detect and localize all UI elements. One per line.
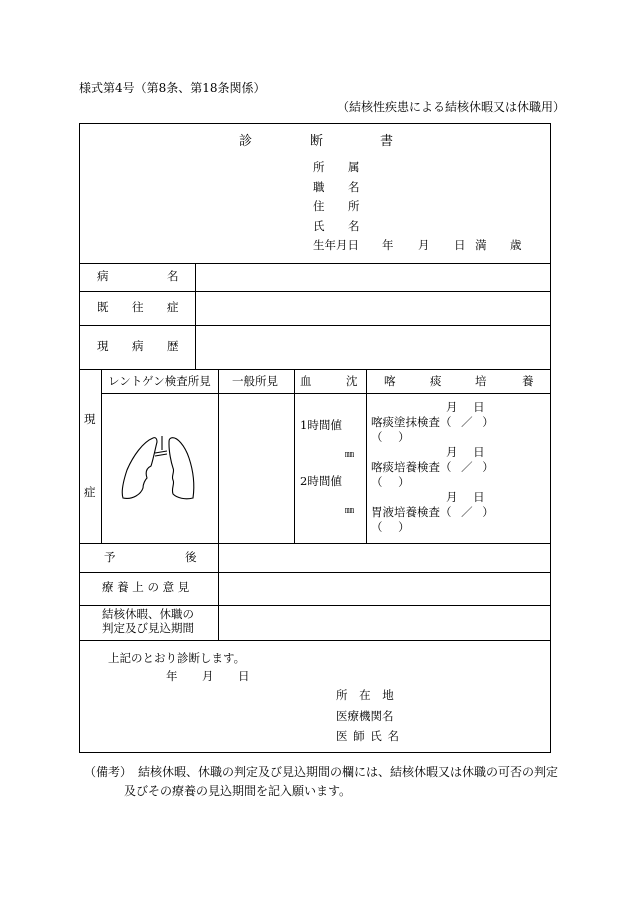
sputum-header-4: 養 — [522, 374, 534, 388]
leave-judgement-label-1: 結核休暇、休職の — [102, 607, 194, 621]
age-unit: 歳 — [510, 238, 522, 252]
sputum-header-2: 痰 — [430, 374, 442, 388]
birth-day-age: 日 満 — [454, 238, 487, 252]
present-history-label-2: 病 — [132, 339, 144, 353]
present-history-label-1: 現 — [97, 339, 109, 353]
birth-year: 年 — [382, 238, 394, 252]
test-2-date: 月 日 — [446, 445, 485, 459]
test-3-name: 胃液培養検査（ ／ ） — [371, 505, 494, 519]
esr-header-1: 血 — [300, 374, 312, 388]
form-number: 様式第4号（第8条、第18条関係） — [79, 81, 266, 95]
name-label-1: 氏 — [313, 219, 325, 233]
address-label-2: 所 — [348, 199, 360, 213]
test-1-result: （ ） — [371, 430, 410, 444]
notes-line-2: 及びその療養の見込期間を記入願います。 — [124, 784, 352, 798]
title-char-1: 診 — [239, 134, 253, 149]
cert-institution: 医療機関名 — [336, 709, 394, 723]
certification-statement: 上記のとおり診断します。 — [108, 651, 246, 665]
esr-header-2: 沈 — [346, 374, 358, 388]
disease-name-label-1: 病 — [97, 269, 109, 283]
treatment-opinion-label: 療 養 上 の 意 見 — [102, 580, 190, 594]
title-char-2: 断 — [310, 134, 324, 149]
test-1-name: 喀痰塗抹検査（ ／ ） — [371, 415, 494, 429]
test-3-date: 月 日 — [446, 490, 485, 504]
cert-day: 日 — [238, 669, 250, 683]
esr-second-hour: 2時間値 — [300, 474, 342, 488]
past-history-label-3: 症 — [167, 300, 179, 314]
position-label-2: 名 — [348, 180, 360, 194]
symptoms-label-bottom: 症 — [84, 485, 96, 499]
test-2-result: （ ） — [371, 475, 410, 489]
form-subtitle: （結核性疾患による結核休暇又は休職用） — [337, 100, 566, 114]
affiliation-label-1: 所 — [313, 160, 325, 174]
sputum-header-1: 喀 — [384, 374, 396, 388]
esr-first-hour: 1時間値 — [300, 418, 342, 432]
general-column-header: 一般所見 — [232, 374, 278, 388]
symptoms-label-top: 現 — [84, 412, 96, 426]
prognosis-label-2: 後 — [185, 550, 197, 564]
disease-name-label-2: 名 — [167, 269, 179, 283]
notes-line-1: 結核休暇、休職の判定及び見込期間の欄には、結核休暇又は休職の可否の判定 — [138, 765, 559, 779]
position-label-1: 職 — [313, 180, 325, 194]
cert-year: 年 — [166, 669, 178, 683]
lung-diagram-icon — [115, 432, 207, 502]
leave-judgement-label-2: 判定及び見込期間 — [102, 621, 194, 635]
present-history-label-3: 歴 — [167, 339, 179, 353]
name-label-2: 名 — [348, 219, 360, 233]
notes-label: （備考） — [84, 765, 133, 779]
test-3-result: （ ） — [371, 520, 410, 534]
test-2-name: 喀痰培養検査（ ／ ） — [371, 460, 494, 474]
affiliation-label-2: 属 — [348, 160, 360, 174]
esr-unit-1: ㎜ — [345, 450, 355, 460]
address-label-1: 住 — [313, 199, 325, 213]
xray-column-header: レントゲン検査所見 — [108, 374, 211, 388]
esr-unit-2: ㎜ — [345, 506, 355, 516]
cert-month: 月 — [202, 669, 214, 683]
cert-doctor: 医 師 氏 名 — [336, 729, 399, 743]
cert-location: 所 在 地 — [336, 688, 394, 702]
prognosis-label-1: 予 — [104, 550, 116, 564]
birth-label: 生年月日 — [313, 238, 359, 252]
past-history-label-2: 往 — [132, 300, 144, 314]
birth-month: 月 — [418, 238, 430, 252]
test-1-date: 月 日 — [446, 400, 485, 414]
past-history-label-1: 既 — [97, 300, 109, 314]
title-char-3: 書 — [380, 134, 394, 149]
sputum-header-3: 培 — [475, 374, 487, 388]
